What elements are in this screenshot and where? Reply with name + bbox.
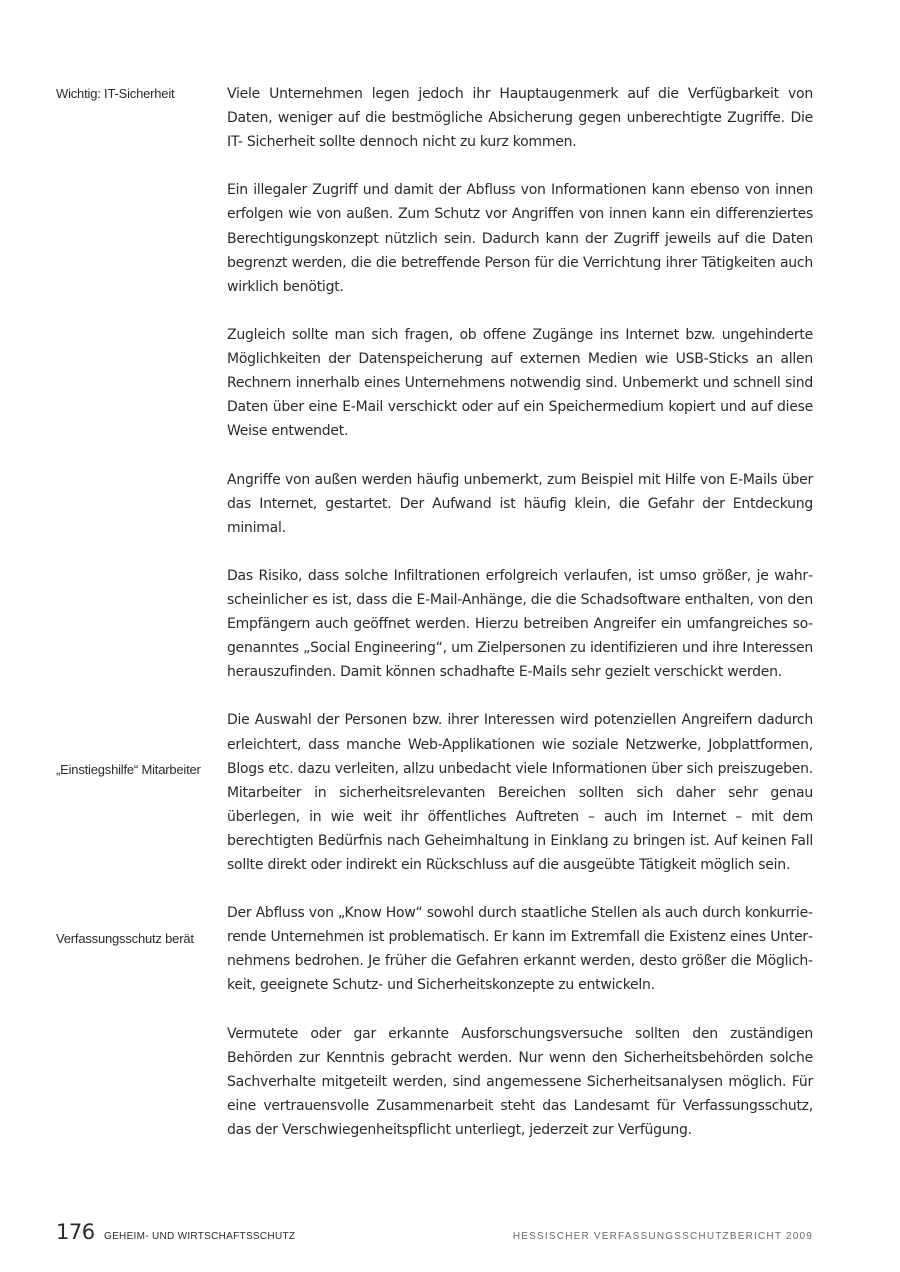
page-footer	[56, 1218, 813, 1248]
paragraph: Das Risiko, dass solche Infiltrationen erfolgreich verlaufen, ist umso größer, je wahrscheinlicher es ist, dass die E-Mail-Anhänge, die die Schadsoftware enthalten, von den Empfängern auch geöffnet werden. Hierzu betreiben Angreifer ein umfangreiches sogenanntes „Social Engineering“, um Zielpersonen zu identifizieren und ihre Interessen herauszufinden. Damit können schadhafte E-Mails sehr gezielt verschickt werden.	[227, 567, 813, 681]
footer-publication-title: HESSISCHER VERFASSUNGSSCHUTZBERICHT 2009	[512, 1231, 813, 1242]
margin-note-employees: „Einstiegshilfe“ Mitarbeiter	[56, 762, 201, 777]
margin-note-consulting: Verfassungsschutz berät	[56, 931, 194, 946]
paragraph: Der Abfluss von „Know How“ sowohl durch staatliche Stellen als auch durch konkurrierende Unternehmen ist problematisch. Er kann im Extremfall die Existenz eines Unternehmens bedrohen. Je früher die Gefahren erkannt werden, desto größer die Möglichkeit, geeignete Schutz- und Sicherheitskonzepte zu entwickeln.	[227, 905, 813, 994]
paragraph: Angriffe von außen werden häufig unbemerkt, zum Beispiel mit Hilfe von E-Mails über das Internet, gestartet. Der Aufwand ist häufig klein, die Gefahr der Entdeckung minimal.	[227, 471, 813, 536]
paragraph: Viele Unternehmen legen jedoch ihr Hauptaugenmerk auf die Verfügbarkeit von Daten, weniger auf die bestmögliche Absicherung gegen unberechtigte Zugriffe. Die IT- Sicherheit sollte dennoch nicht zu kurz kommen.	[227, 86, 813, 151]
page-number: 176	[56, 1220, 95, 1244]
paragraph: Vermutete oder gar erkannte Ausforschungsversuche sollten den zuständigen Behörden zur Kenntnis gebracht werden. Nur wenn den Sicherheitsbehörden solche Sachverhalte mitgeteilt werden, sind angemessene Sicherheitsanalysen möglich. Für eine vertrauensvolle Zusammenarbeit steht das Landesamt für Verfassungsschutz, das der Verschwiegenheitspflicht unterliegt, jederzeit zur Verfügung.	[227, 1025, 813, 1139]
paragraph: Zugleich sollte man sich fragen, ob offene Zugänge ins Internet bzw. ungehinderte Möglichkeiten der Datenspeicherung auf externen Medien wie USB-Sticks an allen Rechnern innerhalb eines Unternehmens notwendig sind. Unbemerkt und schnell sind Daten über eine E-Mail verschickt oder auf ein Speichermedium kopiert und auf diese Weise entwendet.	[227, 326, 813, 440]
margin-note-it-security: Wichtig: IT-Sicherheit	[56, 86, 175, 101]
paragraph: Die Auswahl der Personen bzw. ihrer Interessen wird potenziellen Angreifern dadurch erleichtert, dass manche Web-Applikationen wie soziale Netzwerke, Jobplattformen, Blogs etc. dazu verleiten, allzu unbedacht viele Informationen über sich preiszugeben. Mitarbeiter in sicherheitsrelevanten Bereichen sollten sich daher sehr genau überlegen, in wie weit ihr öffentliches Auftreten – auch im Internet – mit dem berechtigten Bedürfnis nach Geheimhaltung in Einklang zu bringen ist. Auf keinen Fall sollte direkt oder indirekt ein Rückschluss auf die ausgeübte Tätigkeit möglich sein.	[227, 712, 813, 873]
paragraph: Ein illegaler Zugriff und damit der Abfluss von Informationen kann ebenso von innen erfolgen wie von außen. Zum Schutz vor Angriffen von innen kann ein differenziertes Berechtigungskonzept nützlich sein. Dadurch kann der Zugriff jeweils auf die Daten begrenzt werden, die die betreffende Person für die Verrichtung ihrer Tätigkeiten auch wirklich benötigt.	[227, 182, 813, 295]
footer-section-title: GEHEIM- UND WIRTSCHAFTSSCHUTZ	[104, 1231, 296, 1242]
body-text	[227, 82, 813, 1166]
